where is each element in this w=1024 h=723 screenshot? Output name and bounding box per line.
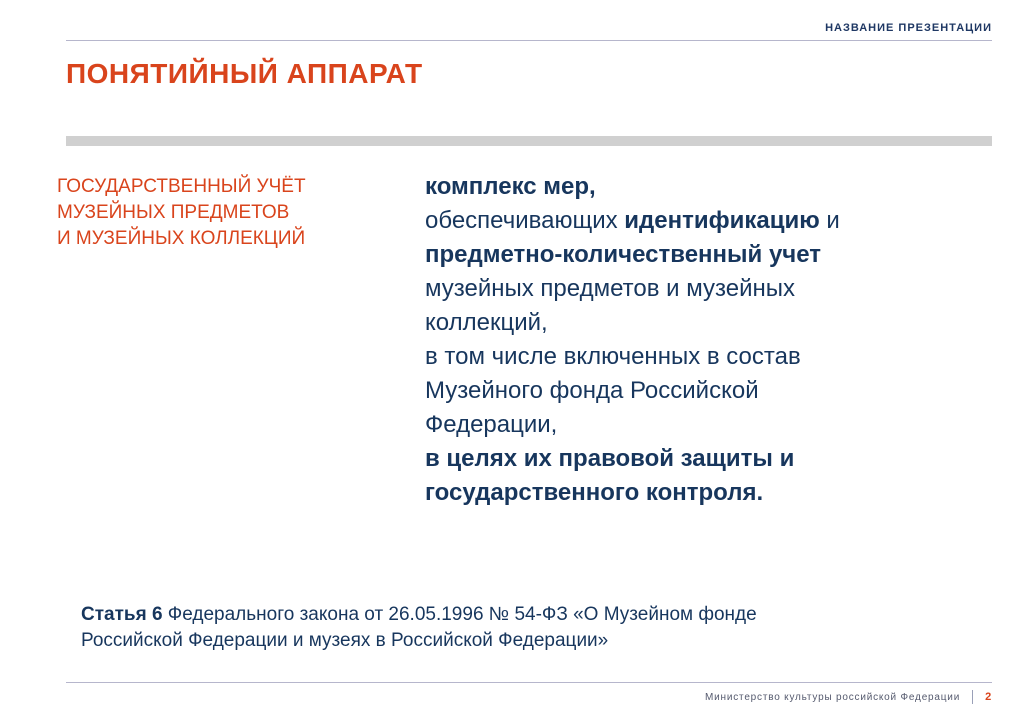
footer-divider bbox=[66, 682, 992, 683]
definition-line: государственного контроля. bbox=[425, 479, 764, 506]
citation-line: Российской Федерации и музеях в Российской Федерации» bbox=[81, 630, 609, 651]
header-divider bbox=[66, 40, 992, 41]
definition-line: обеспечивающих идентификацию и bbox=[425, 207, 840, 234]
definition-line: в целях их правовой защиты и bbox=[425, 445, 795, 472]
definition-line: Музейного фонда Российской bbox=[425, 377, 759, 404]
law-citation bbox=[81, 602, 941, 654]
definition-line: комплекс мер, bbox=[425, 173, 596, 200]
page-number: 2 bbox=[985, 691, 992, 703]
term-heading bbox=[57, 174, 387, 252]
definition-line: Федерации, bbox=[425, 411, 558, 438]
footer-separator bbox=[972, 690, 973, 704]
footer bbox=[705, 690, 992, 704]
definition-text bbox=[425, 170, 985, 510]
definition-line: предметно-количественный учет bbox=[425, 241, 822, 268]
definition-line: коллекций, bbox=[425, 309, 548, 336]
term-line: И МУЗЕЙНЫХ КОЛЛЕКЦИЙ bbox=[57, 228, 306, 249]
slide-title: ПОНЯТИЙНЫЙ АППАРАТ bbox=[66, 58, 423, 89]
term-line: МУЗЕЙНЫХ ПРЕДМЕТОВ bbox=[57, 202, 290, 223]
definition-line: музейных предметов и музейных bbox=[425, 275, 795, 302]
term-line: ГОСУДАРСТВЕННЫЙ УЧЁТ bbox=[57, 176, 306, 197]
organization-name: Министерство культуры российской Федерации bbox=[705, 691, 961, 703]
citation-line: Статья 6 Федерального закона от 26.05.1996 № 54-ФЗ «О Музейном фонде bbox=[81, 604, 757, 625]
presentation-name-label: НАЗВАНИЕ ПРЕЗЕНТАЦИИ bbox=[825, 22, 992, 34]
article-reference: Статья 6 bbox=[81, 604, 163, 625]
title-divider bbox=[66, 136, 992, 146]
definition-line: в том числе включенных в состав bbox=[425, 343, 801, 370]
